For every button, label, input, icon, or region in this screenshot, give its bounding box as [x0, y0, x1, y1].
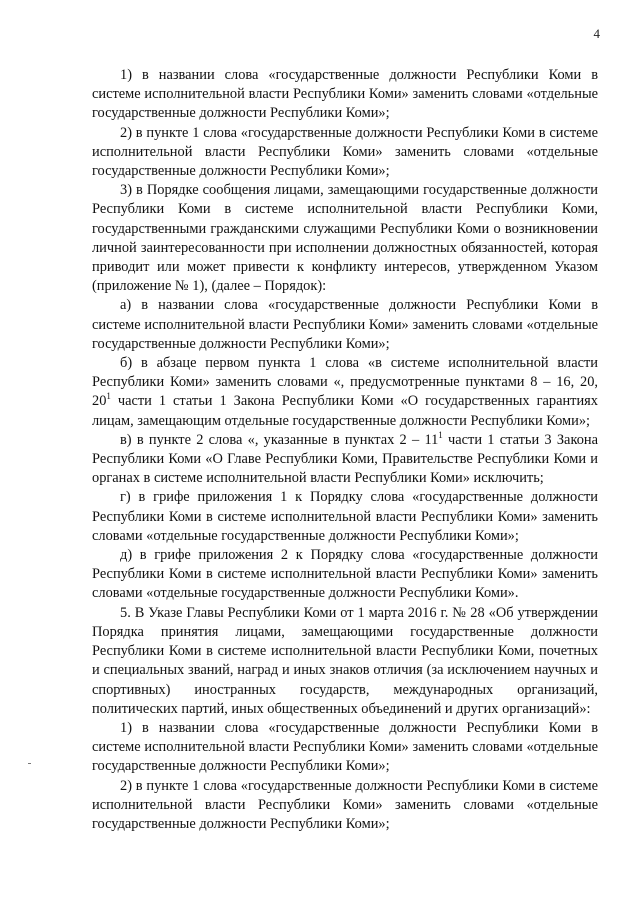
page-number: 4 — [593, 26, 600, 41]
paragraph-item-a: а) в названии слова «государственные должности Республики Коми в системе исполнительной власти Республики Коми» заменить словами «отдельные государственные должности Республики Коми»; — [92, 297, 598, 352]
paragraph-item-3: 3) в Порядке сообщения лицами, замещающими государственные должности Республики Коми в системе исполнительной власти Республики Коми, государственными гражданскими служащими Республики Коми о возникновении личной заинтересованности при исполнении должностных обязанностей, которая приводит или может привести к конфликту интересов, утвержденном Указом (приложение № 1), (далее – Порядок): — [92, 182, 598, 295]
paragraph-b-text-2: части 1 статьи 1 Закона Республики Коми «О государственных гарантиях лицам, замещающим отдельные государственные должности Республики Коми»; — [92, 393, 598, 429]
paragraph-item-d: д) в грифе приложения 2 к Порядку слова «государственные должности Республики Коми в системе исполнительной власти Республики Коми» заменить словами «отдельные государственные должности Республики Коми». — [92, 547, 598, 602]
paragraph-item-g: г) в грифе приложения 1 к Порядку слова «государственные должности Республики Коми в системе исполнительной власти Республики Коми» заменить словами «отдельные государственные должности Республики Коми»; — [92, 489, 598, 544]
paragraph-v-text-1: в) в пункте 2 слова «, указанные в пунктах 2 – 11 — [120, 431, 439, 448]
paragraph-v-text-2: части 1 статьи 3 Закона Республики Коми «О Главе Республики Коми, Правительстве Республики Коми и органах в системе исполнительной власти Республики Коми» исключить; — [92, 431, 598, 487]
paragraph-v-superscript: 1 — [438, 430, 443, 441]
paragraph-b-superscript: 1 — [106, 391, 111, 402]
paragraph-item-v — [92, 431, 598, 489]
paragraph-item-5-2: 2) в пункте 1 слова «государственные должности Республики Коми в системе исполнительной власти Республики Коми» заменить словами «отдельные государственные должности Республики Коми»; — [92, 777, 598, 832]
scan-margin-mark — [28, 763, 31, 764]
paragraph-item-1: 1) в названии слова «государственные должности Республики Коми в системе исполнительной власти Республики Коми» заменить словами «отдельные государственные должности Республики Коми»; — [92, 67, 598, 122]
paragraph-item-5: 5. В Указе Главы Республики Коми от 1 марта 2016 г. № 28 «Об утверждении Порядка принятия лицами, замещающими государственные должности Республики Коми в системе исполнительной власти Республики Коми, почетных и специальных званий, наград и иных знаков отличия (за исключением научных и спортивных) иностранных государств, международных организаций, политических партий, иных общественных объединений и других организаций»: — [92, 604, 598, 717]
paragraph-item-2: 2) в пункте 1 слова «государственные должности Республики Коми в системе исполнительной власти Республики Коми» заменить словами «отдельные государственные должности Республики Коми»; — [92, 124, 598, 180]
document-body — [92, 66, 598, 834]
paragraph-item-5-1: 1) в названии слова «государственные должности Республики Коми в системе исполнительной власти Республики Коми» заменить словами «отдельные государственные должности Республики Коми»; — [92, 719, 598, 775]
paragraph-item-b — [92, 354, 598, 431]
paragraph-b-text-1: б) в абзаце первом пункта 1 слова «в системе исполнительной власти Республики Коми» заменить словами «, предусмотренные пунктами 8 – 16, 20, 20 — [92, 355, 598, 410]
